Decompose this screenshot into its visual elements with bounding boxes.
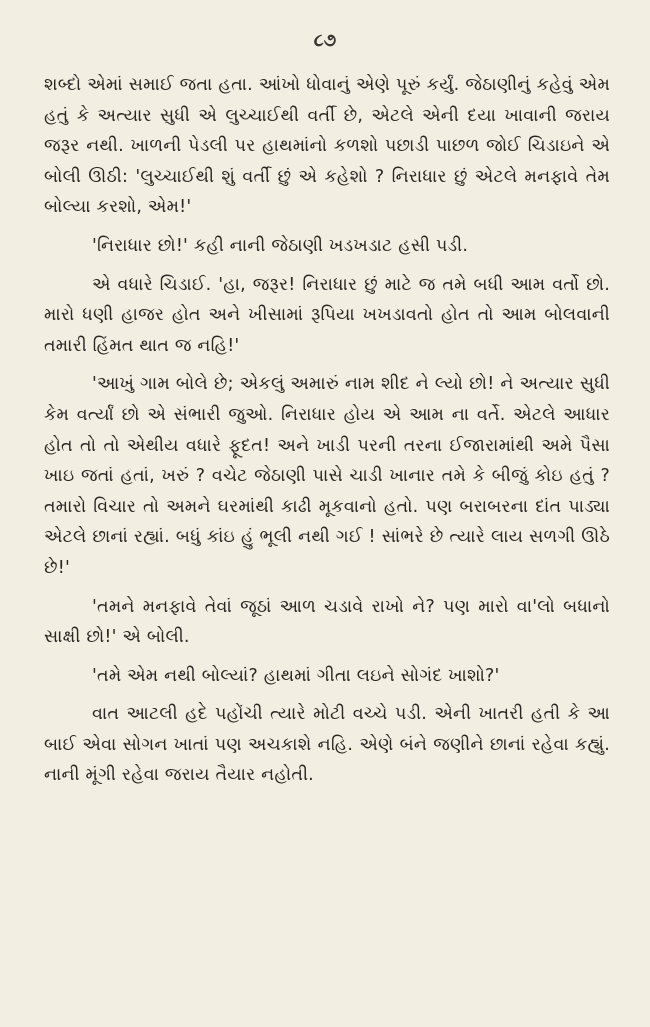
page-body <box>44 70 610 791</box>
paragraph-6: 'તમે એમ નથી બોલ્યાં? હાથમાં ગીતા લઇને સોગંદ ખાશો?' <box>92 665 500 686</box>
paragraph-4: 'આખું ગામ બોલે છે; એકલું અમારું નામ શીદ ને લ્યો છો! ને અત્યાર સુધી કેમ વર્ત્યાં છો એ સંભારી જુઓ. નિરાધાર હોય એ આમ ના વર્તે. એટલે આધાર હોત તો તો એથીય વધારે ફૂદત! અને ખાડી પરની તરના ઈજારામાંથી અમે પૈસા ખાઇ જતાં હતાં, ખરું ? વચેટ જેઠાણી પાસે ચાડી ખાનાર તમે કે બીજું કોઇ હતું ? તમારો વિચાર તો અમને ઘરમાંથી કાઢી મૂકવાનો હતો. પણ બરાબરના દાંત પાડ્યા એટલે છાનાં રહ્યાં. બધું કાંઇ હું ભૂલી નથી ગઈ ! સાંભરે છે ત્યારે લાય સળગી ઊઠે છે!' <box>44 374 610 578</box>
paragraph-7: વાત આટલી હદે પહોંચી ત્યારે મોટી વચ્ચે પડી. એની ખાતરી હતી કે આ બાઈ એવા સોગન ખાતાં પણ અચકાશે નહિ. એણે બંને જણીને છાનાં રહેવા કહ્યું. નાની મૂંગી રહેવા જરાય તૈયાર નહોતી. <box>44 704 610 786</box>
paragraph-3: એ વધારે ચિડાઈ. 'હા, જરૂર! નિરાધાર છું માટે જ તમે બધી આમ વર્તો છો. મારો ધણી હાજર હોત અને ખીસામાં રૂપિયા ખખડાવતો હોત તો આમ બોલવાની તમારી હિંમત થાત જ નહિ!' <box>44 274 610 356</box>
paragraph-1: શબ્દો એમાં સમાઈ જતા હતા. આંખો ધોવાનું એણે પૂરું કર્યું. જેઠાણીનું કહેવું એમ હતું કે અત્યાર સુધી એ લુચ્ચાઈથી વર્તી છે, એટલે એની દયા ખાવાની જરાય જરૂર નથી. ખાળની પેડલી પર હાથમાંનો કળશો પછાડી પાછળ જોઈ ચિડાઇને એ બોલી ઊઠી: 'લુચ્ચાઈથી શું વર્તી છું એ કહેશો ? નિરાધાર છું એટલે મનફાવે તેમ બોલ્યા કરશો, એમ!' <box>44 75 610 218</box>
paragraph-5: 'તમને મનફાવે તેવાં જૂઠાં આળ ચડાવે રાખો ને? પણ મારો વા'લો બધાનો સાક્ષી છો!' એ બોલી. <box>44 596 610 648</box>
page-number: ૮૭ <box>313 30 337 51</box>
paragraph-2: 'નિરાધાર છો!' કહી નાની જેઠાણી ખડખડાટ હસી પડી. <box>92 235 469 256</box>
